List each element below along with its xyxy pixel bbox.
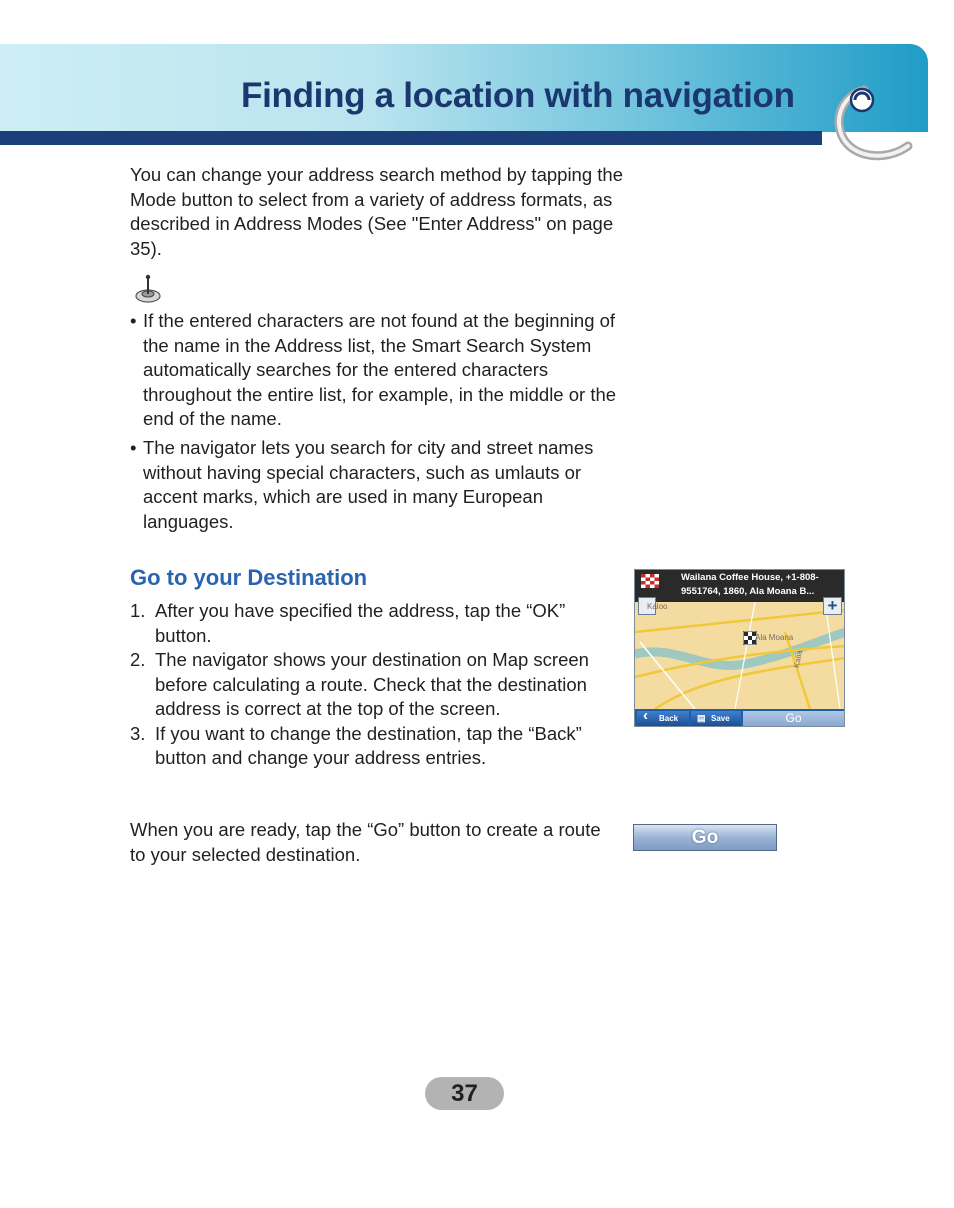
go-button[interactable]: Go <box>633 824 777 851</box>
zoom-in-button[interactable]: + <box>823 597 842 615</box>
note-item <box>130 436 625 534</box>
swirl-logo-icon <box>828 78 918 162</box>
note-pin-icon <box>133 272 163 304</box>
map-address-bar <box>635 570 844 602</box>
step-item <box>130 722 620 771</box>
map-screen-screenshot <box>634 569 845 727</box>
map-canvas <box>635 602 845 709</box>
step-text: After you have specified the address, tap the “OK” button. <box>155 600 566 646</box>
street-label: Kaloo <box>647 602 668 611</box>
step-item <box>130 648 620 722</box>
note-text: The navigator lets you search for city and street names without having special characters, such as umlauts or accent marks, which are used in many European languages. <box>143 437 594 532</box>
map-go-button[interactable]: Go <box>743 711 844 726</box>
closing-paragraph: When you are ready, tap the “Go” button to create a route to your selected destination. <box>130 819 601 865</box>
page-title: Finding a location with navigation <box>241 76 795 115</box>
back-button[interactable]: ‹ Back <box>637 711 689 726</box>
page-number-badge: 37 <box>425 1077 504 1110</box>
save-button[interactable]: ▤ Save <box>691 711 741 726</box>
note-item <box>130 309 625 432</box>
map-address-line: 9551764, 1860, Ala Moana B... <box>681 586 815 597</box>
street-label: Kalia <box>792 649 804 669</box>
step-text: If you want to change the destination, tap the “Back” button and change your address entries. <box>155 722 582 768</box>
step-item <box>130 599 620 648</box>
map-toolbar <box>635 709 844 727</box>
note-text: If the entered characters are not found at the beginning of the name in the Address list, the Smart Search System automatically searches for the entered characters throughout the entire list, for example, in the middle or the end of the name. <box>143 310 617 429</box>
map-address-text <box>681 571 841 599</box>
step-text: The navigator shows your destination on Map screen before calculating a route. Check that the destination address is correct at the top of the screen. <box>155 649 589 719</box>
section-title: Go to your Destination <box>130 565 368 590</box>
step-number: 3. <box>130 722 146 744</box>
intro-paragraph: You can change your address search method by tapping the Mode button to select from a variety of address formats, as described in Address Modes (See "Enter Address" on page 35). <box>130 164 623 259</box>
step-number: 1. <box>130 600 146 621</box>
header-underline-bar <box>0 131 822 145</box>
bullet-mark: • <box>130 310 137 331</box>
checkered-flag-icon <box>641 574 659 588</box>
street-label: Ala Moana <box>755 633 794 642</box>
map-address-line: Wailana Coffee House, +1-808- <box>681 572 819 583</box>
step-number: 2. <box>130 649 146 670</box>
steps-list <box>130 599 620 771</box>
bullet-mark: • <box>130 437 137 458</box>
